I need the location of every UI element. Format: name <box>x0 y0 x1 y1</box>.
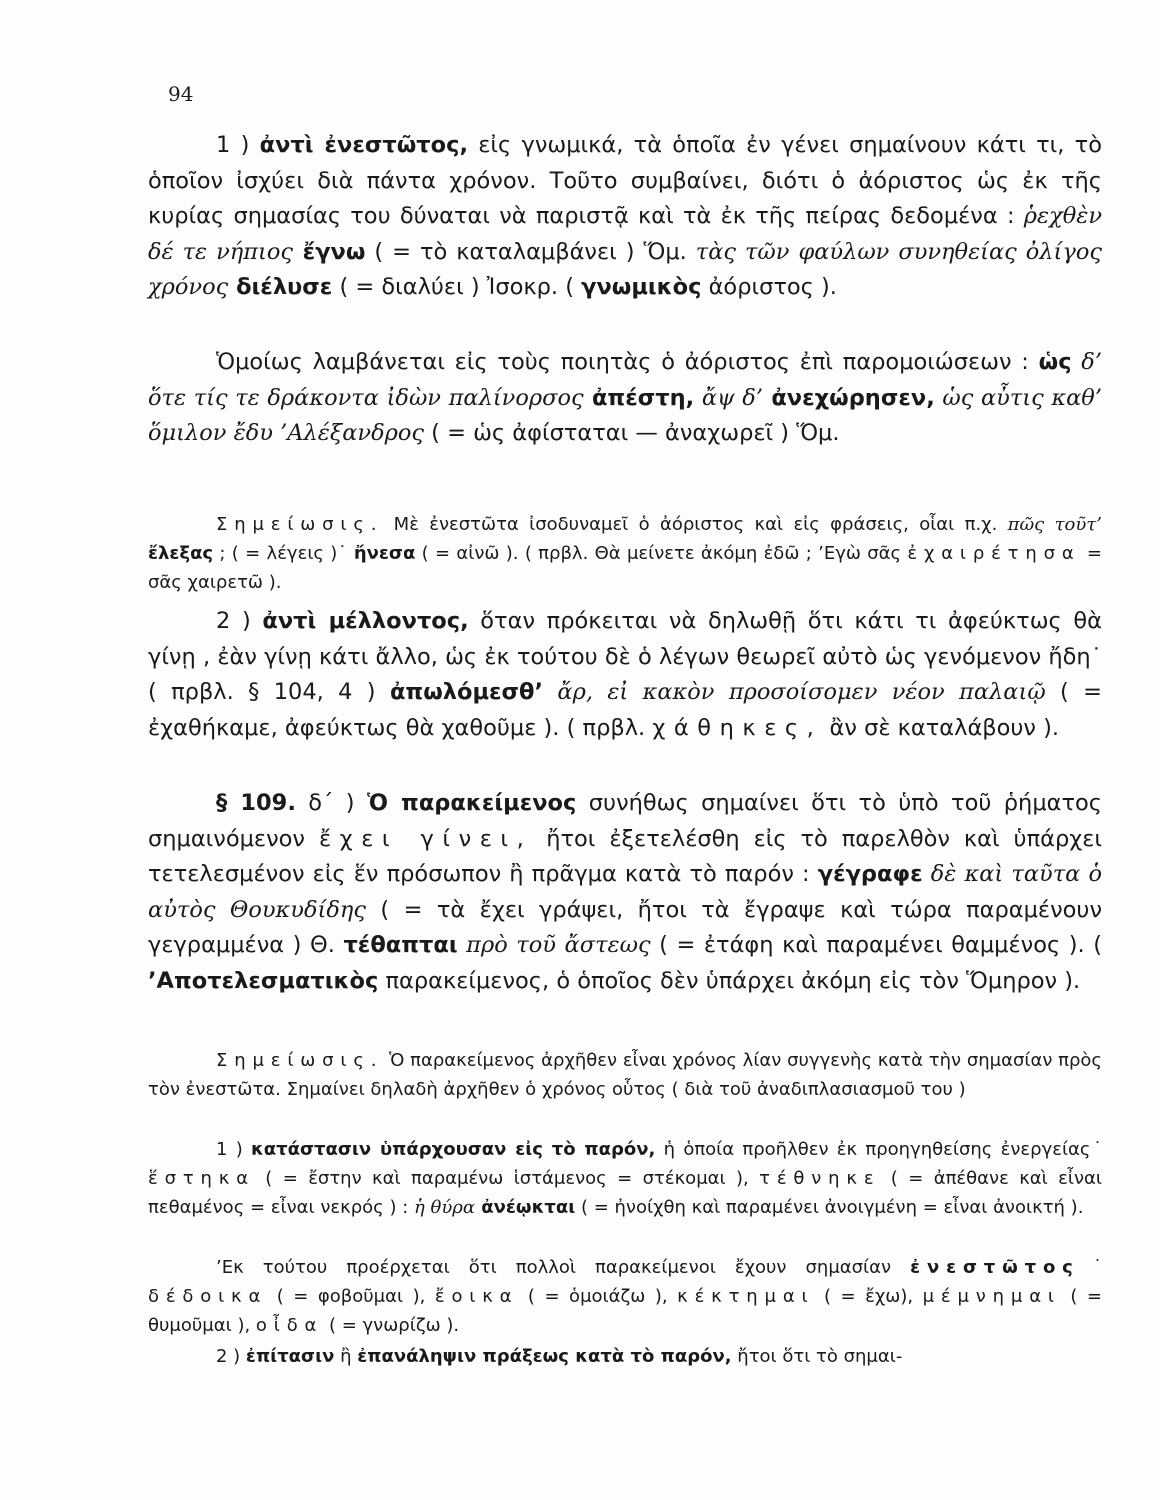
italic-quote: πῶς τοῦτ’ <box>1007 514 1102 535</box>
text: ( = ἔστην καὶ παραμένω ἱστάμενος = στέκομαι ), <box>254 1168 760 1189</box>
italic-quote: δ’ ὅτε τίς τε δράκοντα ἰδὼν παλίνορσος <box>148 349 1102 411</box>
text: ἢ <box>334 1346 358 1367</box>
bold-term: ἔλεξας <box>148 543 214 564</box>
note-item-state <box>148 1135 1102 1222</box>
text: ( = ὁμοιάζω ), <box>518 1286 678 1307</box>
note-present-equivalence <box>148 510 1102 597</box>
text: = σᾶς χαιρετῶ ). <box>148 543 1102 593</box>
paragraph-aorist-present <box>148 128 1102 306</box>
text: Μὲ ἐνεστῶτα ἰσοδυναμεῖ ὁ ἀόριστος καὶ εἰς φράσεις, οἷαι π.χ. <box>383 514 1008 535</box>
text: παρακείμενος, ὁ ὁποῖος δὲν ὑπάρχει ἀκόμη εἰς τὸν Ὅμηρον ). <box>378 967 1081 994</box>
text: ; ( = λέγεις )˙ <box>213 543 354 564</box>
spaced-term: χάθηκες, <box>652 714 823 741</box>
text: ’Εκ τούτου προέρχεται ὅτι πολλοὶ παρακείμενοι ἔχουν σημασίαν <box>216 1257 911 1278</box>
item-number: 2 ) <box>216 608 263 634</box>
bold-term: διέλυσε <box>228 274 333 300</box>
bold-term: ἤνεσα <box>353 543 416 564</box>
bold-heading: Ὁ παρακείμενος <box>366 790 577 816</box>
bold-heading: ἐπανάληψιν πράξεως κατὰ τὸ παρόν, <box>357 1346 732 1367</box>
text: ὅταν πρόκειται νὰ δηλωθῇ ὅτι κάτι τι ἀφεύκτως θὰ γίνῃ , ἐὰν γίνῃ κάτι ἄλλο, ὡς ἐκ τούτου δὲ ὁ λέγων θεωρεῖ αὐτὸ ὡς γενόμενον ἤδη˙ ( πρβλ. § 104, 4 ) <box>148 608 1102 705</box>
text: ( = τὰ ἔχει γράψει, ἤτοι τὰ ἔγραψε καὶ τώρα παραμένουν γεγραμμένα ) Θ. <box>148 896 1103 958</box>
text: ( = ἀπέθανε καὶ εἶναι πεθαμένος = εἶναι νεκρός ) : <box>148 1168 1102 1218</box>
italic-quote: ἄρ, εἰ κακὸν προσοίσομεν νέον παλαιῷ <box>543 679 1046 705</box>
text: δ΄ ) <box>295 790 367 816</box>
text: ἤτοι ὅτι τὸ σημαι- <box>731 1346 903 1367</box>
paragraph-similes <box>148 345 1102 452</box>
text: Ὁμοίως λαμβάνεται εἰς τοὺς ποιητὰς ὁ ἀόριστος ἐπὶ παρομοιώσεων : <box>216 349 1039 375</box>
text: ( = τὸ καταλαμβάνει ) Ὅμ. <box>365 238 696 265</box>
item-number: 1 ) <box>216 1139 252 1160</box>
text: ἂν σὲ καταλάβουν ). <box>822 714 1060 741</box>
text: ( = θυμοῦμαι ), <box>148 1286 1102 1336</box>
paragraph-aorist-future <box>148 604 1102 746</box>
bold-term: ἀνέῳκται <box>475 1197 576 1218</box>
text: ἤτοι ἐξετελέσθη εἰς τὸ παρελθὸν καὶ ὑπάρχει τετελεσμένον εἰς ἕν πρόσωπον ἢ πρᾶγμα κατὰ τὸ παρόν : <box>148 825 1103 887</box>
spaced-term: ἕστηκα <box>148 1168 255 1189</box>
text: ˙ <box>1079 1257 1103 1278</box>
italic-quote: πρὸ τοῦ ἄστεως <box>457 932 651 958</box>
spaced-term: δέδοικα <box>148 1286 268 1307</box>
italic-quote: ἡ θύρα <box>413 1197 476 1218</box>
text: ( = ἔχω), <box>814 1286 923 1307</box>
bold-term: ἀνεχώρησεν, <box>763 384 935 411</box>
text: ἀόριστος ). <box>701 274 837 300</box>
text: ( = φοβοῦμαι ), <box>267 1286 435 1307</box>
spaced-term: οἶδα <box>255 1315 324 1336</box>
bold-spaced-term: ἐνεστῶτος <box>910 1257 1080 1278</box>
bold-heading: ἐπίτασιν <box>245 1346 335 1367</box>
text: ἡ ὁποία προῆλθεν ἐκ προηγηθείσης ἐνεργείας˙ <box>655 1139 1103 1160</box>
italic-quote: ἄψ δ’ <box>694 384 763 411</box>
bold-heading: κατάστασιν ὑπάρχουσαν εἰς τὸ παρόν, <box>251 1139 656 1160</box>
bold-heading: ἀντὶ μέλλοντος, <box>262 608 469 634</box>
section-number: § 109. <box>216 790 296 816</box>
spaced-term: κέκτημαι <box>677 1286 815 1307</box>
italic-quote: δὲ καὶ ταῦτα ὁ αὐτὸς Θουκυδίδης <box>148 861 1102 923</box>
note-present-meaning <box>148 1253 1102 1340</box>
spaced-term: ἐχαιρέτησα <box>907 543 1081 564</box>
bold-heading: ἀντὶ ἐνεστῶτος, <box>259 132 468 158</box>
text: Ὁ παρακείμενος ἀρχῆθεν εἶναι χρόνος λίαν συγγενὴς κατὰ τὴν σημασίαν πρὸς τὸν ἐνεστῶτα. Σημαίνει δηλαδὴ ἀρχῆθεν ὁ χρόνος οὗτος ( διὰ τοῦ ἀναδιπλασιασμοῦ του ) <box>148 1050 1102 1100</box>
bold-term: γέγραφε <box>817 861 923 887</box>
spaced-term: μέμνημαι <box>922 1286 1061 1307</box>
text: ( = γνωρίζω ). <box>323 1315 460 1336</box>
bold-term: ἔγνω <box>293 238 366 265</box>
item-number: 1 ) <box>216 132 260 158</box>
italic-quote: ὡς αὖτις καθ’ ὅμιλον ἔδυ ’Αλέξανδρος <box>148 384 1102 446</box>
text: ( = διαλύει ) Ἰσοκρ. ( <box>332 274 582 300</box>
page-number: 94 <box>168 82 194 106</box>
text: ( = ἠνοίχθη καὶ παραμένει ἀνοιγμένη = εἶναι ἀνοικτή ). <box>575 1197 1084 1218</box>
note-perfect-origin <box>148 1046 1102 1104</box>
italic-quote: τὰς τῶν φαύλων συνηθείας ὀλίγος χρόνος <box>148 238 1102 300</box>
bold-term: ἀπέστη, <box>583 384 695 411</box>
spaced-label: Σημείωσις. <box>216 1050 384 1071</box>
bold-term: ’Αποτελεσματικὸς <box>148 967 379 994</box>
text: ( = ὡς ἀφίσταται — ἀναχωρεῖ ) Ὅμ. <box>424 420 840 446</box>
text: ( = αἰνῶ ). ( πρβλ. Θὰ μείνετε ἀκόμη ἐδῶ ; ’Εγὼ σᾶς <box>415 543 908 564</box>
paragraph-section-109 <box>148 786 1102 999</box>
spaced-term: ἔχει γίνει, <box>318 825 533 852</box>
spaced-term: ἔοικα <box>434 1286 519 1307</box>
bold-term: ὡς <box>1038 349 1072 375</box>
text: συνήθως σημαίνει ὅτι τὸ ὑπὸ τοῦ ῥήματος σημαινόμενον <box>148 790 1102 852</box>
spaced-term: τέθνηκε <box>759 1168 881 1189</box>
italic-quote: ῥεχθὲν δέ τε νήπιος <box>148 203 1102 265</box>
bold-term: ἀπωλόμεσθ’ <box>389 679 544 705</box>
bold-term: γνωμικὸς <box>581 274 702 300</box>
text: εἰς γνωμικά, τὰ ὁποῖα ἐν γένει σημαίνουν κάτι τι, τὸ ὁποῖον ἰσχύει διὰ πάντα χρόνον. Τοῦτο συμβαίνει, διότι ὁ ἀόριστος ὡς ἐκ τῆς κυρίας σημασίας του δύναται νὰ παριστᾷ καὶ τὰ ἐκ τῆς πείρας δεδομένα : <box>148 132 1102 229</box>
item-number: 2 ) <box>216 1346 246 1367</box>
spaced-label: Σημείωσις. <box>216 514 384 535</box>
note-item-intensification <box>148 1342 1102 1371</box>
bold-term: τέθαπται <box>343 932 458 958</box>
text: ( = ἐχαθήκαμε, ἀφεύκτως θὰ χαθοῦμε ). ( πρβλ. <box>148 679 1102 741</box>
text: ( = ἐτάφη καὶ παραμένει θαμμένος ). ( <box>650 932 1103 958</box>
